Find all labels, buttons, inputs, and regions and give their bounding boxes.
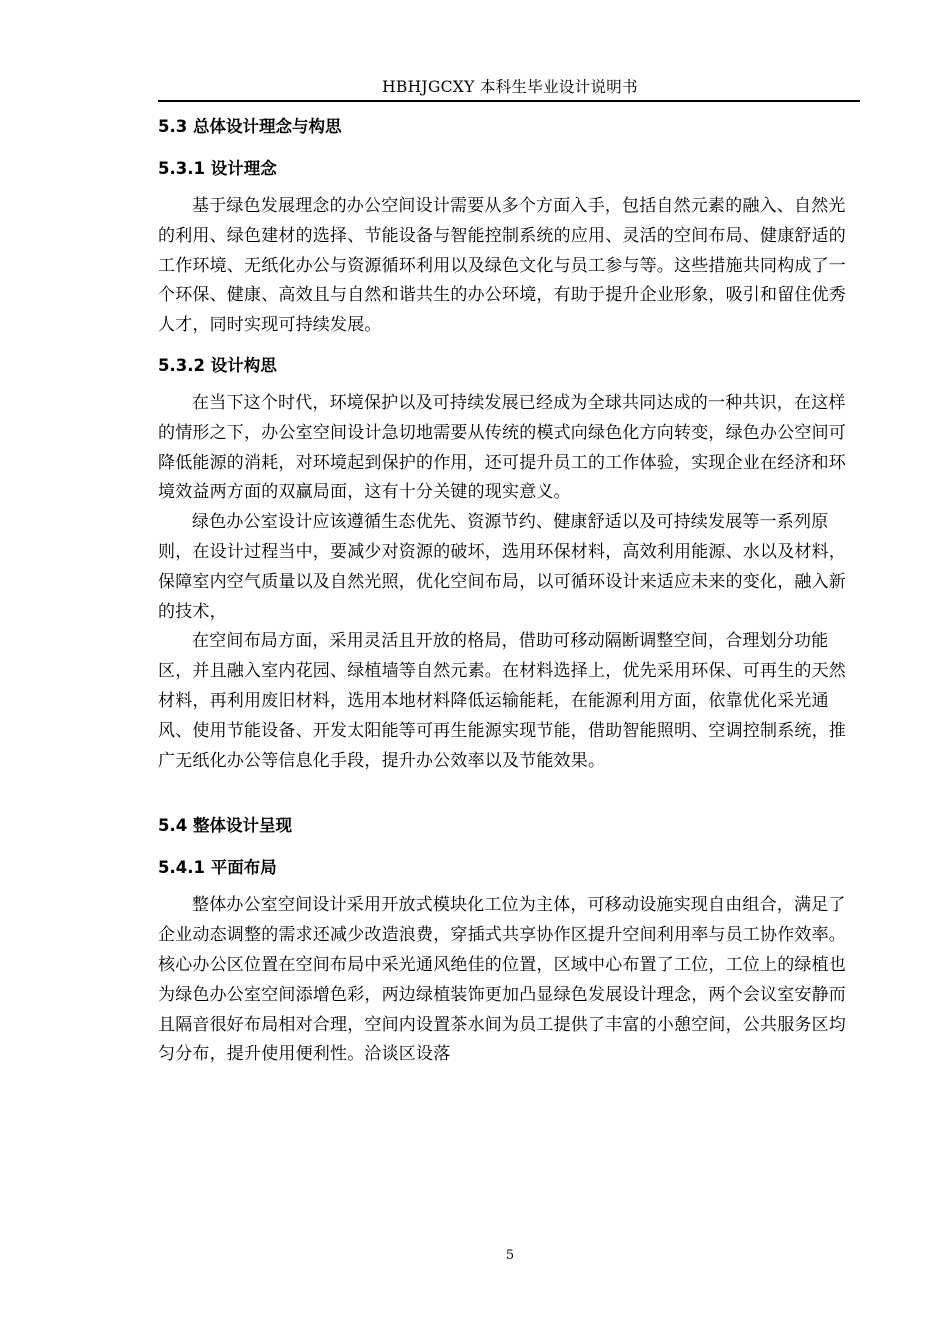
header-divider (158, 100, 860, 102)
subsection-heading-5-3-1: 5.3.1 设计理念 (158, 159, 277, 178)
page-body (158, 115, 860, 1070)
paragraph: 整体办公室空间设计采用开放式模块化工位为主体，可移动设施实现自由组合，满足了企业动态调整的需求还减少改造浪费，穿插式共享协作区提升空间利用率与员工协作效率。核心办公区位置在空间布局中采光通风绝佳的位置，区域中心布置了工位，工位上的绿植也为绿色办公室空间添增色彩，两边绿植装饰更加凸显绿色发展设计理念，两个会议室安静而且隔音很好布局相对合理，空间内设置茶水间为员工提供了丰富的小憩空间，公共服务区均匀分布，提升使用便利性。洽谈区设落 (158, 895, 846, 1065)
running-header: HBHJGCXY 本科生毕业设计说明书 (382, 78, 638, 96)
paragraph: 在空间布局方面，采用灵活且开放的格局，借助可移动隔断调整空间，合理划分功能区，并且融入室内花园、绿植墙等自然元素。在材料选择上，优先采用环保、可再生的天然材料，再利用废旧材料，选用本地材料降低运输能耗，在能源利用方面，依靠优化采光通风、使用节能设备、开发太阳能等可再生能源实现节能，借助智能照明、空调控制系统，推广无纸化办公等信息化手段，提升办公效率以及节能效果。 (158, 631, 846, 771)
subsection-heading-5-4-1: 5.4.1 平面布局 (158, 858, 277, 878)
section-heading-5-4: 5.4 整体设计呈现 (158, 816, 292, 836)
paragraph: 在当下这个时代，环境保护以及可持续发展已经成为全球共同达成的一种共识，在这样的情形之下，办公室空间设计急切地需要从传统的模式向绿色化方向转变，绿色办公空间可降低能源的消耗，对环境起到保护的作用，还可提升员工的工作体验，实现企业在经济和环境效益两方面的双赢局面，这有十分关键的现实意义。 (158, 392, 846, 503)
paragraph: 绿色办公室设计应该遵循生态优先、资源节约、健康舒适以及可持续发展等一系列原则，在设计过程当中，要减少对资源的破坏，选用环保材料，高效利用能源、水以及材料，保障室内空气质量以及自然光照，优化空间布局，以可循环设计来适应未来的变化，融入新的技术， (158, 512, 846, 622)
page-number: 5 (505, 1248, 515, 1263)
subsection-heading-5-3-2: 5.3.2 设计构思 (158, 355, 277, 375)
paragraph: 基于绿色发展理念的办公空间设计需要从多个方面入手，包括自然元素的融入、自然光的利用、绿色建材的选择、节能设备与智能控制系统的应用、灵活的空间布局、健康舒适的工作环境、无纸化办公与资源循环利用以及绿色文化与员工参与等。这些措施共同构成了一个环保、健康、高效且与自然和谐共生的办公环境，有助于提升企业形象，吸引和留住优秀人才，同时实现可持续发展。 (158, 196, 846, 336)
section-heading-5-3: 5.3 总体设计理念与构思 (158, 117, 342, 136)
